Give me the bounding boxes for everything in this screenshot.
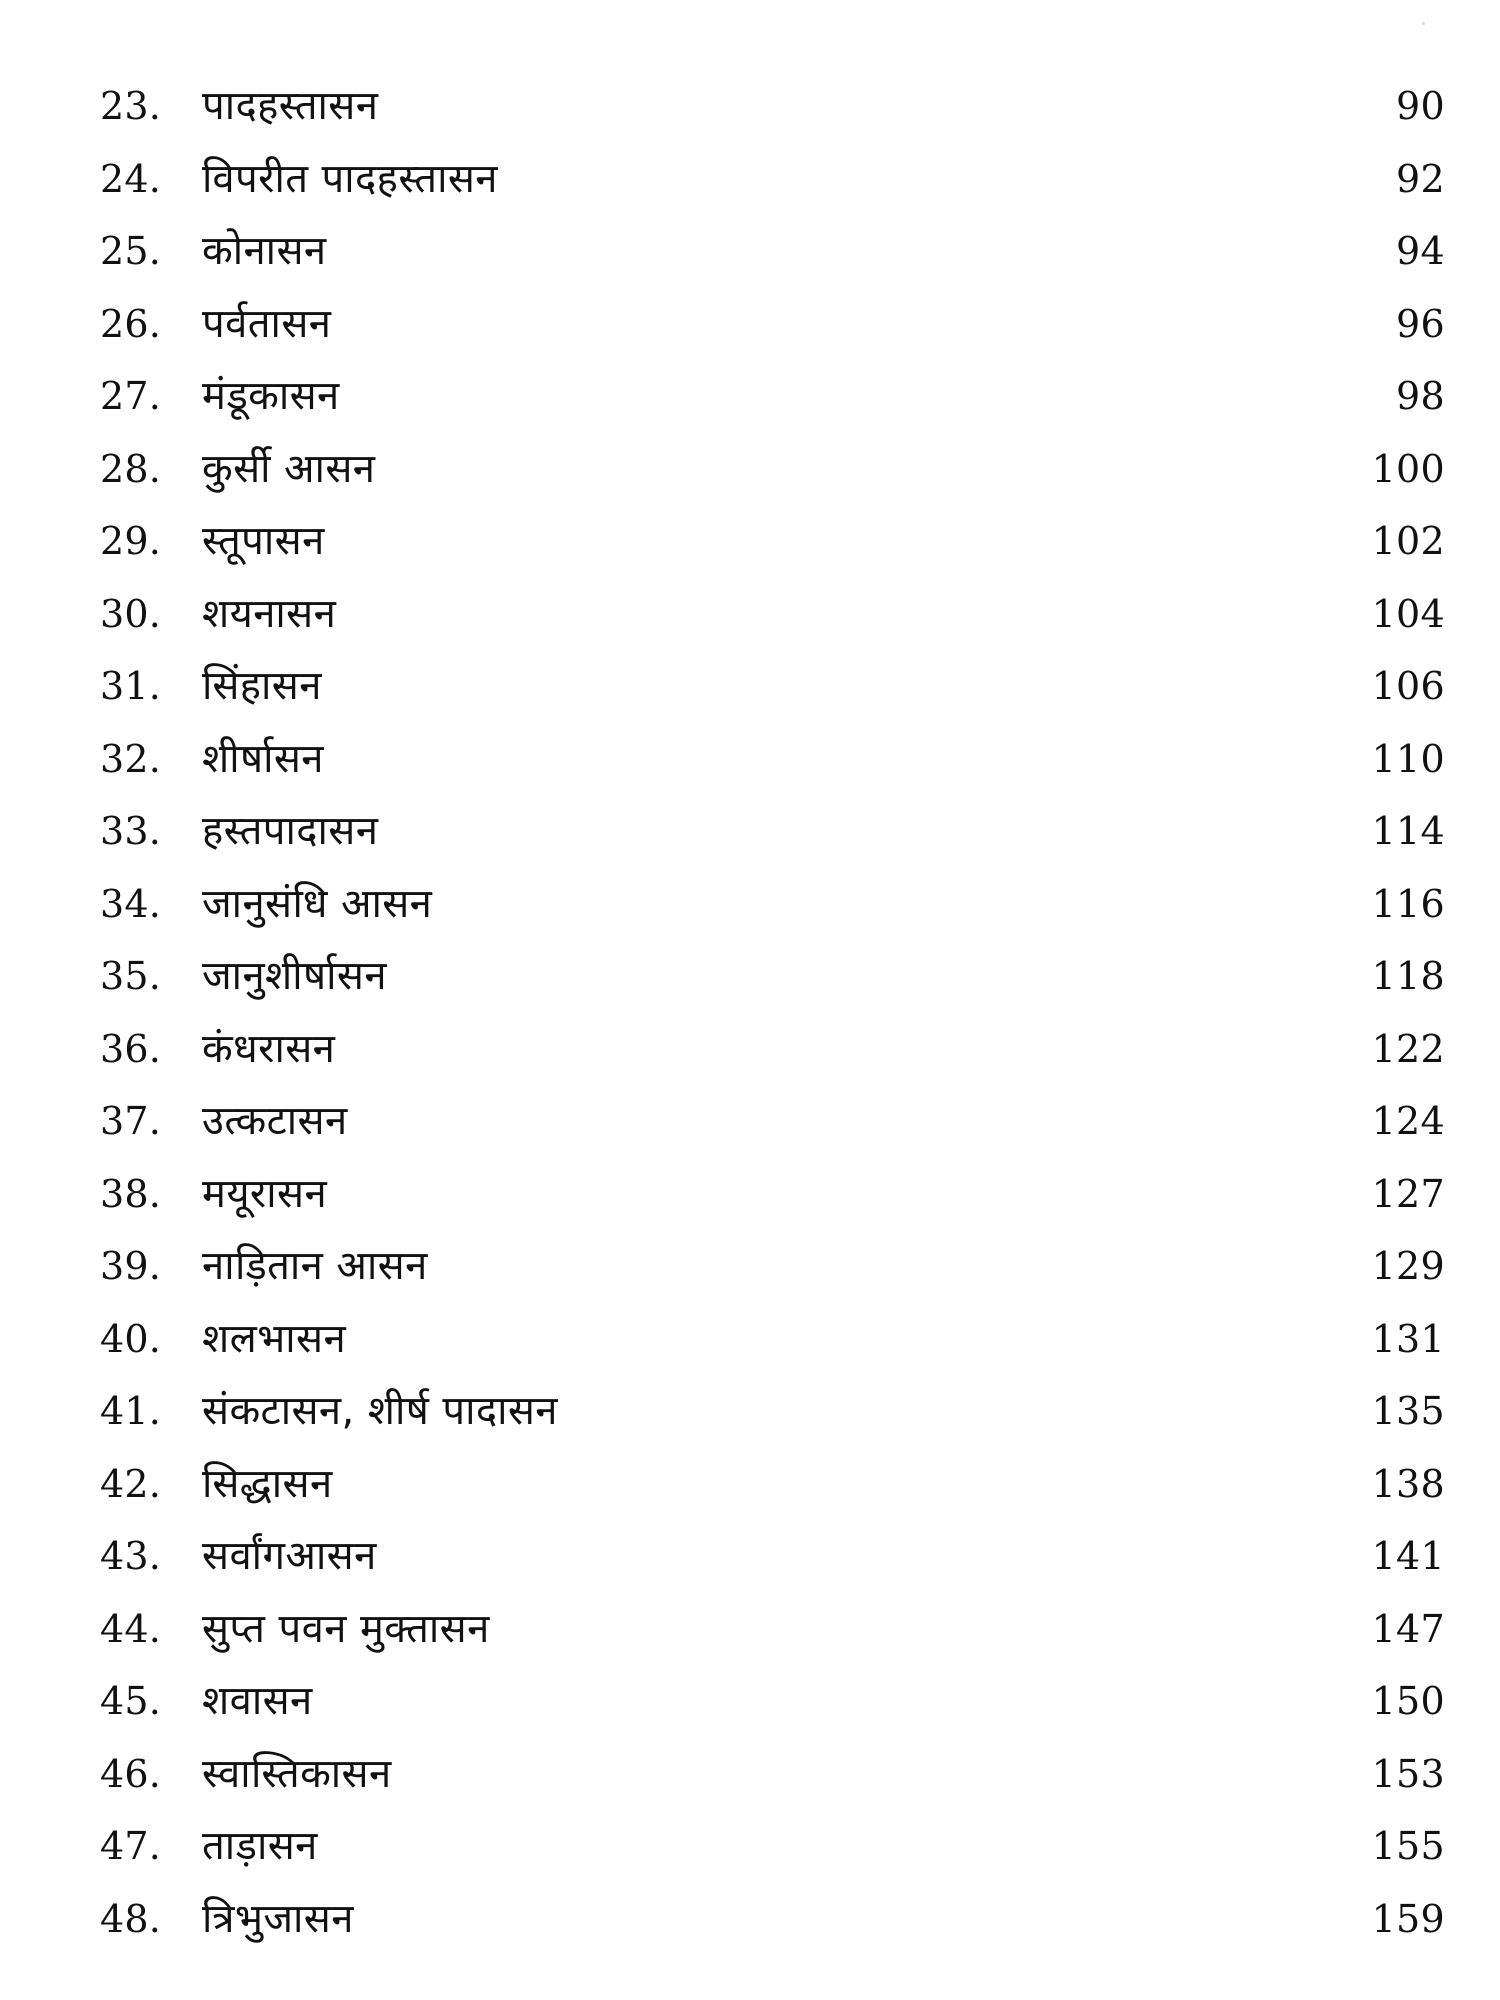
toc-entry	[100, 1013, 1450, 1086]
entry-title: सर्वांगआसन	[202, 1533, 377, 1580]
entry-number: 47.	[100, 1824, 162, 1869]
entry-number: 46.	[100, 1751, 162, 1796]
entry-number: 40.	[100, 1316, 162, 1361]
entry-number: 34.	[100, 881, 162, 926]
scan-speck	[1422, 22, 1425, 25]
entry-number: 29.	[100, 519, 162, 564]
toc-entry	[100, 215, 1450, 288]
toc-entry	[100, 1158, 1450, 1231]
toc-entry	[100, 1520, 1450, 1593]
toc-entry	[100, 650, 1450, 723]
entry-number: 43.	[100, 1534, 162, 1579]
entry-number: 26.	[100, 301, 162, 346]
entry-title: मयूरासन	[202, 1170, 328, 1217]
entry-number: 48.	[100, 1896, 162, 1941]
entry-page-number: 94	[1396, 229, 1445, 274]
entry-title: सिंहासन	[202, 663, 322, 710]
entry-page-number: 124	[1371, 1099, 1445, 1144]
entry-number: 37.	[100, 1099, 162, 1144]
entry-page-number: 127	[1371, 1171, 1445, 1216]
toc-entry	[100, 723, 1450, 796]
entry-number: 44.	[100, 1606, 162, 1651]
toc-entry	[100, 1448, 1450, 1521]
entry-title: सिद्धासन	[202, 1460, 333, 1507]
entry-title: ताड़ासन	[202, 1823, 318, 1870]
toc-entry	[100, 1738, 1450, 1811]
entry-title: पर्वतासन	[202, 300, 332, 347]
entry-page-number: 96	[1396, 301, 1445, 346]
toc-entry	[100, 505, 1450, 578]
entry-title: हस्तपादासन	[202, 808, 379, 855]
entry-number: 38.	[100, 1171, 162, 1216]
entry-title: स्वास्तिकासन	[202, 1750, 392, 1797]
entry-number: 36.	[100, 1026, 162, 1071]
entry-title: संकटासन, शीर्ष पादासन	[202, 1388, 558, 1435]
entry-page-number: 155	[1371, 1824, 1445, 1869]
table-of-contents	[100, 70, 1450, 1950]
entry-number: 42.	[100, 1461, 162, 1506]
entry-page-number: 110	[1371, 736, 1445, 781]
toc-entry	[100, 1375, 1450, 1448]
toc-entry	[100, 288, 1450, 361]
entry-title: स्तूपासन	[202, 518, 325, 565]
entry-number: 32.	[100, 736, 162, 781]
entry-page-number: 90	[1396, 84, 1445, 129]
toc-entry	[100, 1303, 1450, 1376]
entry-page-number: 106	[1371, 664, 1445, 709]
entry-title: कंधरासन	[202, 1025, 336, 1072]
entry-page-number: 153	[1371, 1751, 1445, 1796]
entry-title: मंडूकासन	[202, 373, 340, 420]
entry-page-number: 129	[1371, 1244, 1445, 1289]
entry-title: सुप्त पवन मुक्तासन	[202, 1605, 490, 1652]
entry-page-number: 159	[1371, 1896, 1445, 1941]
entry-number: 28.	[100, 446, 162, 491]
entry-number: 23.	[100, 84, 162, 129]
entry-number: 24.	[100, 156, 162, 201]
entry-page-number: 122	[1371, 1026, 1445, 1071]
toc-entry	[100, 940, 1450, 1013]
entry-page-number: 100	[1371, 446, 1445, 491]
entry-title: शलभासन	[202, 1315, 347, 1362]
entry-number: 27.	[100, 374, 162, 419]
entry-title: शयनासन	[202, 590, 337, 637]
toc-entry	[100, 1810, 1450, 1883]
entry-page-number: 104	[1371, 591, 1445, 636]
entry-title: त्रिभुजासन	[202, 1895, 354, 1942]
entry-number: 45.	[100, 1679, 162, 1724]
entry-page-number: 141	[1371, 1534, 1445, 1579]
entry-page-number: 150	[1371, 1679, 1445, 1724]
toc-entry	[100, 1085, 1450, 1158]
entry-title: नाड़ितान आसन	[202, 1243, 428, 1290]
entry-title: शवासन	[202, 1678, 313, 1725]
entry-page-number: 92	[1396, 156, 1445, 201]
toc-entry	[100, 433, 1450, 506]
entry-title: विपरीत पादहस्तासन	[202, 155, 498, 202]
entry-number: 30.	[100, 591, 162, 636]
entry-page-number: 131	[1371, 1316, 1445, 1361]
toc-entry	[100, 143, 1450, 216]
toc-entry	[100, 1593, 1450, 1666]
toc-entry	[100, 70, 1450, 143]
entry-page-number: 118	[1371, 954, 1445, 999]
entry-number: 25.	[100, 229, 162, 274]
entry-title: जानुशीर्षासन	[202, 953, 387, 1000]
toc-entry	[100, 578, 1450, 651]
entry-page-number: 102	[1371, 519, 1445, 564]
entry-title: कुर्सी आसन	[202, 445, 376, 492]
entry-title: जानुसंधि आसन	[202, 880, 433, 927]
entry-title: कोनासन	[202, 228, 327, 275]
entry-page-number: 114	[1371, 809, 1445, 854]
entry-title: पादहस्तासन	[202, 83, 379, 130]
entry-number: 39.	[100, 1244, 162, 1289]
entry-page-number: 138	[1371, 1461, 1445, 1506]
entry-number: 31.	[100, 664, 162, 709]
entry-number: 41.	[100, 1389, 162, 1434]
toc-entry	[100, 1665, 1450, 1738]
toc-entry	[100, 1883, 1450, 1956]
entry-title: शीर्षासन	[202, 735, 324, 782]
toc-entry	[100, 795, 1450, 868]
entry-page-number: 135	[1371, 1389, 1445, 1434]
entry-page-number: 98	[1396, 374, 1445, 419]
toc-entry	[100, 360, 1450, 433]
entry-title: उत्कटासन	[202, 1098, 348, 1145]
entry-page-number: 116	[1371, 881, 1445, 926]
entry-page-number: 147	[1371, 1606, 1445, 1651]
entry-number: 33.	[100, 809, 162, 854]
toc-entry	[100, 1230, 1450, 1303]
entry-number: 35.	[100, 954, 162, 999]
toc-entry	[100, 868, 1450, 941]
